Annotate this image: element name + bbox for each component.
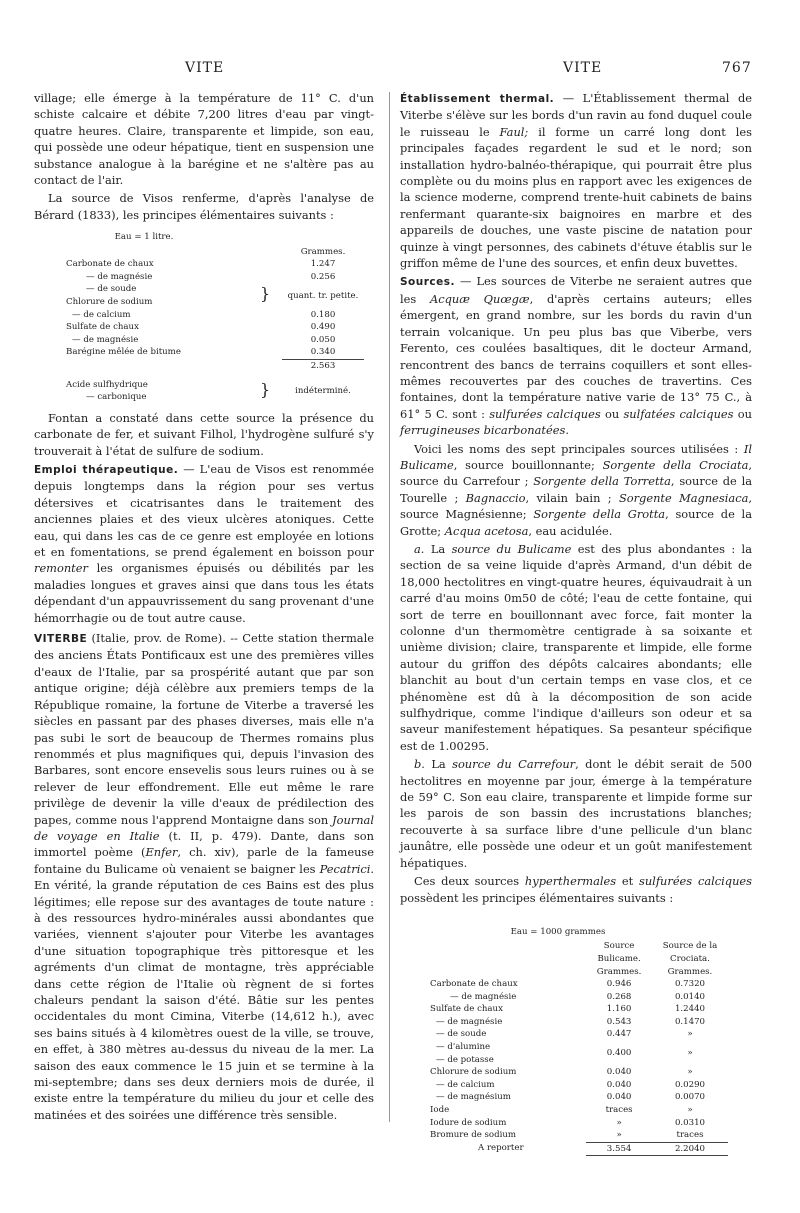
running-header-left: VITE [185, 60, 225, 76]
table-row: Bromure de sodium » traces [428, 1129, 728, 1142]
table-unit: Grammes. [300, 246, 346, 257]
paragraph-etablissement: Établissement thermal. — L'Établissement thermal de Viterbe s'élève sur les bords d'un ravin au fond duquel coule le ruisseau le Faul; il forme un carré long dont les principales façades regardent le sud et le nord; son installation hydro-balnéo-thérapique, qui pourrait être plus complète ou du moins plus en rapport avec les exigences de la science moderne, comprend trente-huit cabinets de bains renfermant quarante-six baignoires en marbre et des appareils de douches, une vaste piscine de natation pour quinze à vingt personnes, des cabinets d'étuve établis sur le griffon même de l'une des sources, et enfin deux buvettes. [400, 91, 752, 271]
table-row: — de magnésie 0.256 [86, 271, 336, 282]
table-row: Chlorure de sodium [66, 297, 153, 308]
table-row: — carbonique [86, 392, 147, 403]
viterbe-composition-table [428, 924, 728, 1157]
page-number: 767 [722, 60, 752, 76]
section-heading-sources: Sources. [400, 276, 456, 289]
table-row: Sulfate de chaux 1.160 1.2440 [430, 1004, 706, 1015]
table-heading: Eau = 1000 grammes [510, 926, 606, 937]
table-row: — de magnésium 0.040 0.0070 [436, 1092, 706, 1103]
paragraph-carrefour: b. La source du Carrefour, dont le débit serait de 500 hectolitres en moyenne par jour, émerge à la température de 59° C. Son eau claire, transparente et limpide forme sur les parois de son bassin des incrustations blanches; recouverte à sa surface libre d'une pellicule d'un blanc jaunâtre, elle possède une odeur et un goût manifestement hépatiques. [400, 757, 752, 870]
table-row: — de soude 0.447 » [436, 1029, 693, 1040]
table-row: Carbonate de chaux 1.247 [66, 259, 336, 270]
table-row: Barégine mêlée de bitume 0.340 [64, 346, 364, 359]
column-header-bulicame: Source Bulicame. Grammes. [596, 941, 642, 977]
right-column [400, 90, 752, 1156]
table-row: — de potasse [436, 1054, 494, 1065]
table-row: — de calcium 0.180 [72, 309, 336, 320]
table-row: — de soude } quant. tr. petite. [64, 283, 364, 296]
running-header-right: VITE [563, 60, 603, 76]
paragraph-viterbe: VITERBE (Italie, prov. de Rome). -- Cette station thermale des anciens États Pontificaux est une des premières villes d'eaux de l'Italie, par sa prospérité autant que par son antique origine; déjà célèbre aux premiers temps de la République romaine, la fortune de Viterbe a traversé les siècles en passant par des phases diverses, mais elle n'a pas subi le sort de beaucoup de Thermes romains plus renommés et plus magnifiques qui, depuis l'invasion des Barbares, sont encore ensevelis sous leurs ruines ou à se relever de leur effondrement. Elle eut même le rare privilège de devenir la ville d'eaux de prédilection des papes, comme nous l'apprend Montaigne dans son Journal de voyage en Italie (t. II, p. 479). Dante, dans son immortel poème (Enfer, ch. xiv), parle de la fameuse fontaine du Bulicame où venaient se baigner les Pecatrici. En vérité, la grande réputation de ces Bains est des plus légitimes; elle repose sur des avantages de toute nature : à des ressources hydro-minérales aussi abondantes que variées, viennent s'ajouter pour Viterbe les avantages d'une situation topographique très pittoresque et les agréments d'un climat de montagne, très appréciable dans cette région de l'Italie où règnent de si fortes chaleurs pendant la saison d'été. Bâtie sur les pentes occidentales du mont Cimina, Viterbe (14,612 h.), avec ses bains situés à 4 kilomètres ouest de la ville, se trouve, en effet, à 380 mètres au-dessus du niveau de la mer. La saison des eaux commence le 15 juin et se termine à la mi-septembre; dans ses deux derniers mois de durée, il existe entre la température du milieu du jour et celle des matinées et des soirées une différence très sensible. [34, 631, 374, 1122]
table-heading: Eau = 1 litre. [114, 232, 174, 243]
table-row: Chlorure de sodium 0.040 » [430, 1067, 693, 1078]
visos-composition-table [64, 229, 364, 404]
paragraph-visos-intro: village; elle émerge à la température de 11° C. d'un schiste calcaire et débite 7,200 litres d'eau par vingt-quatre heures. Claire, transparente et limpide, son eau, qui possède une odeur hépatique, tient en suspension une substance analogue à la barégine et ne s'altère pas au contact de l'air. [34, 91, 374, 188]
table-row: Iode traces » [430, 1105, 693, 1116]
table-row: Carbonate de chaux 0.946 0.7320 [430, 979, 706, 990]
quantity-note: quant. tr. petite. [287, 290, 359, 301]
table-row: — d'alumine 0.400 » [436, 1042, 693, 1059]
table-row: — de magnésie 0.268 0.0140 [450, 991, 706, 1002]
table-row: Sulfate de chaux 0.490 [66, 322, 336, 333]
section-heading-emploi: Emploi thérapeutique. [34, 464, 179, 476]
table-report-row: A reporter 3.554 2.2040 [428, 1142, 728, 1156]
left-column [34, 90, 374, 1125]
table-row: — de magnésie 0.543 0.1470 [436, 1016, 706, 1027]
table-row: Iodure de sodium » 0.0310 [430, 1117, 706, 1128]
entry-heading-viterbe: VITERBE [34, 633, 88, 646]
table-row: — de magnésie 0.050 [72, 334, 336, 345]
paragraph-sources: Sources. — Les sources de Viterbe ne seraient autres que les Acquæ Quœgæ, d'après certains auteurs; elles émergent, en grand nombre, sur les bords du ravin d'un terrain volcanique. Un peu plus bas que Viberbe, vers Ferento, ces coulées basaltiques, dit le docteur Armand, rencontrent des bancs de terrains coquillers et sont elles-mêmes recouvertes par des couches de travertins. Ces fontaines, dont la température native varie de 13° 75 C., à 61° 5 C. sont : sulfurées calciques ou sulfatées calciques ou ferrugineuses bicarbonatées. [400, 274, 752, 438]
column-divider [389, 92, 390, 1122]
table-row: Acide sulfhydrique } indéterminé. [66, 379, 351, 399]
paragraph-source-names: Voici les noms des sept principales sources utilisées : Il Bulicame, source bouillonnante; Sorgente della Crociata, source du Carrefour ; Sorgente della Torretta, source de la Tourelle ; Bagnaccio, vilain bain ; Sorgente Magnesiaca, source Magnésienne; Sorgente della Grotta, source de la Grotte; Acqua acetosa, eau acidulée. [400, 441, 753, 538]
paragraph-bulicame: a. La source du Bulicame est des plus abondantes : la section de sa veine liquide d'après Armand, d'un débit de 18,000 hectolitres en vingt-quatre heures, équivaudrait à un carré d'au moins 0m50 de côté; l'eau de cette fontaine, qui sort de terre en bouillonnant avec force, fait monter la colonne d'un thermomètre centigrade à sa soixante et unième division; claire, transparente et limpide, elle forme autour du griffon des dépôts calcaires abondants; elle blanchit au bout d'un certain temps en vase clos, et ce phénomène est dû à la décomposition de son acide sulfhydrique, comme l'indique d'ailleurs son odeur et sa saveur manifestement hépatiques. Sa pesanteur spécifique est de 1.00295. [400, 541, 752, 753]
table-row: — de calcium 0.040 0.0290 [436, 1079, 706, 1090]
paragraph-visos-analysis: La source de Visos renferme, d'après l'analyse de Bérard (1833), les principes élémentaires suivants : [34, 191, 374, 222]
paragraph-emploi: Emploi thérapeutique. — L'eau de Visos est renommée depuis longtemps dans la région pour ses vertus détersives et cicatrisantes dans le traitement des anciennes plaies et des vieux ulcères atoniques. Cette eau, qui dans les cas de ce genre est employée en lotions et en fomentations, se prend également en boisson pour remonter les organismes épuisés ou débilités par les maladies longues et graves ainsi que dans tous les états dépendant d'un appauvrissement du sang provenant d'une hémorrhagie ou de tout autre cause. [34, 462, 374, 625]
paragraph-fontan: Fontan a constaté dans cette source la présence du carbonate de fer, et suivant Filhol, l'hydrogène sulfuré s'y trouverait à l'état de sulfure de sodium. [34, 410, 374, 458]
paragraph-two-sources: Ces deux sources hyperthermales et sulfurées calciques possèdent les principes élémentaires suivants : [400, 874, 752, 905]
section-heading-etablissement: Établissement thermal. [400, 93, 555, 105]
column-header-crociata: Source de la Crociata. Grammes. [662, 941, 718, 977]
table-total-row: 2.563 [310, 361, 336, 371]
